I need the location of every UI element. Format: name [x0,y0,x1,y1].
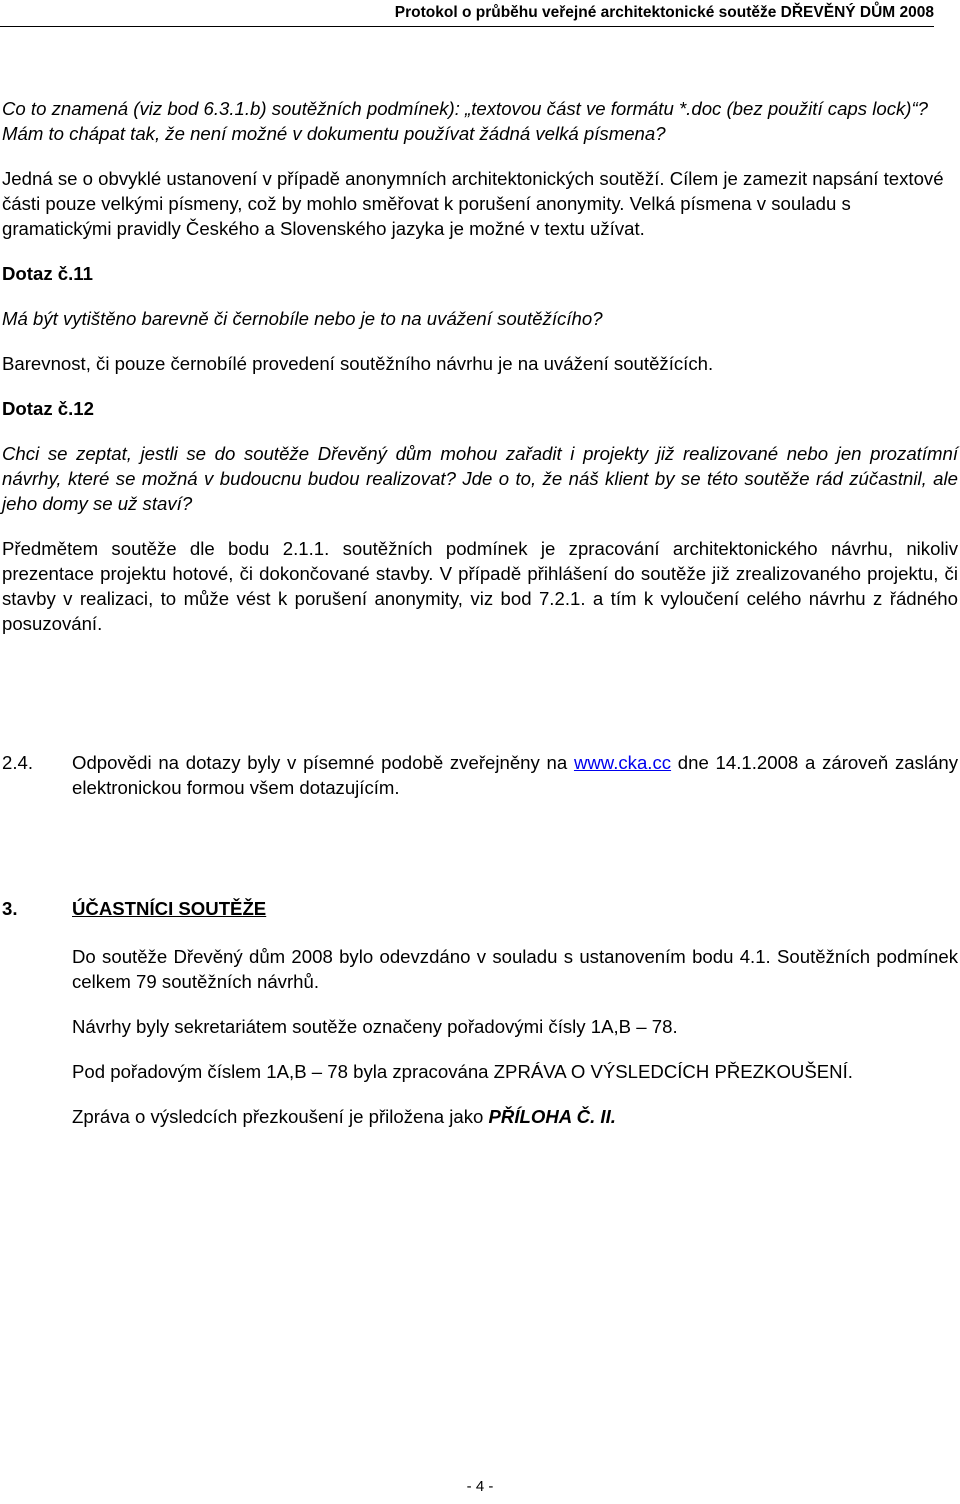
question-10: Co to znamená (viz bod 6.3.1.b) soutěžních podmínek): „textovou část ve formátu *.doc (bez použití caps lock)“? Mám to chápat tak, že není možné v dokumentu používat žádná velká písmena? [2,98,929,144]
document-body [2,96,958,636]
section-3-para-1: Do soutěže Dřevěný dům 2008 bylo odevzdáno v souladu s ustanovením bodu 4.1. Soutěžních podmínek celkem 79 soutěžních návrhů. [72,946,958,992]
section-3-number: 3. [2,898,18,919]
section-3-title: ÚČASTNÍCI SOUTĚŽE [72,898,267,919]
section-3-para-2: Návrhy byly sekretariátem soutěže označeny pořadovými čísly 1A,B – 78. [72,1016,678,1037]
section-3 [2,896,958,921]
question-12: Chci se zeptat, jestli se do soutěže Dřevěný dům mohou zařadit i projekty již realizované nebo jen prozatímní návrhy, které se možná v budoucnu budou realizovat? Jde o to, že náš klient by se této soutěže rád zúčastnil, ale jeho domy se už staví? [2,443,958,514]
answer-11: Barevnost, či pouze černobílé provedení soutěžního návrhu je na uvážení soutěžících. [2,353,714,374]
cka-link[interactable]: www.cka.cc [573,752,672,773]
question-11: Má být vytištěno barevně či černobíle nebo je to na uvážení soutěžícího? [2,308,603,329]
question-12-label: Dotaz č.12 [2,398,94,419]
section-2-4 [2,750,958,800]
page-number: - 4 - [466,1478,494,1495]
question-11-label: Dotaz č.11 [2,263,93,284]
answer-12: Předmětem soutěže dle bodu 2.1.1. soutěžních podmínek je zpracování architektonického návrhu, nikoliv prezentace projektu hotové, či dokončované stavby. V případě přihlášení do soutěže již zrealizovaného projektu, či stavby v realizaci, to může vést k porušení anonymity, viz bod 7.2.1. a tím k vyloučení celého návrhu z řádného posuzování. [2,538,958,634]
annex-reference: PŘÍLOHA Č. II. [488,1106,616,1127]
section-2-4-number: 2.4. [2,752,34,773]
answer-10: Jedná se o obvyklé ustanovení v případě anonymních architektonických soutěží. Cílem je zamezit napsání textové části pouze velkými písmeny, což by mohlo směřovat k porušení anonymity. Velká písmena v souladu s gramatickými pravidly Českého a Slovenského jazyka je možné v textu užívat. [2,168,944,239]
section-2-4-text: Odpovědi na dotazy byly v písemné podobě zveřejněny na www.cka.cc dne 14.1.2008 a zároveň zaslány elektronickou formou všem dotazujícím. [72,752,958,798]
section-3-para-3: Pod pořadovým číslem 1A,B – 78 byla zpracována ZPRÁVA O VÝSLEDCÍCH PŘEZKOUŠENÍ. [72,1061,853,1082]
section-3-para-4: Zpráva o výsledcích přezkoušení je přiložena jako PŘÍLOHA Č. II. [72,1106,616,1127]
page-header: Protokol o průběhu veřejné architektonické soutěže DŘEVĚNÝ DŮM 2008 [0,3,934,27]
section-3-body [72,944,958,1129]
